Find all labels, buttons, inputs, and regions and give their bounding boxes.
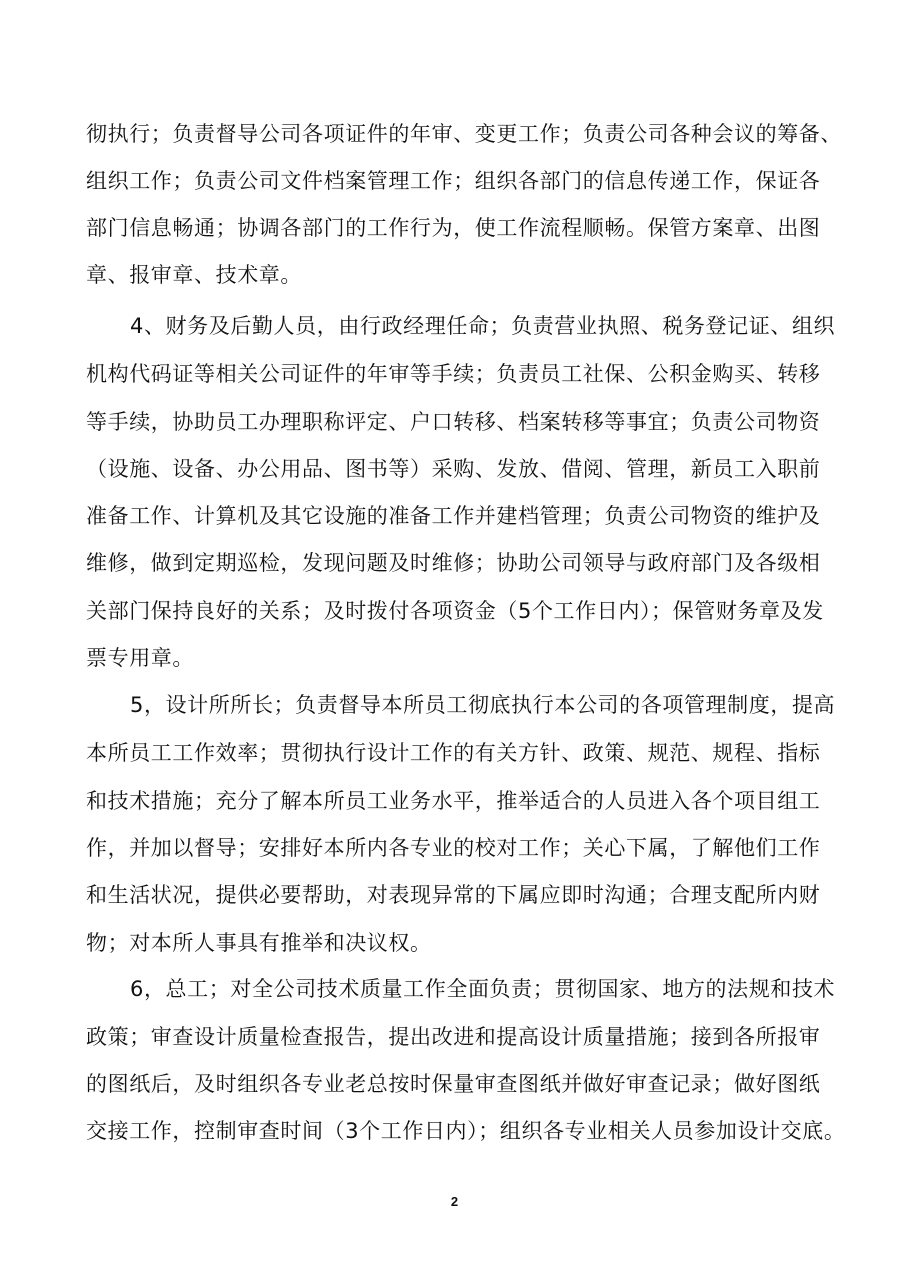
text-line: 准备工作、计算机及其它设施的准备工作并建档管理；负责公司物资的维护及 xyxy=(86,504,821,528)
paragraph-5-start: 5，设计所所长；负责督导本所员工彻底执行本公司的各项管理制度，提高 xyxy=(130,693,836,717)
text-line: 和技术措施；充分了解本所员工业务水平，推举适合的人员进入各个项目组工 xyxy=(86,789,821,813)
text-line: 政策；审查设计质量检查报告，提出改进和提高设计质量措施；接到各所报审 xyxy=(86,1025,821,1049)
text-line: 物；对本所人事具有推举和决议权。 xyxy=(86,931,432,955)
text-line: 作，并加以督导；安排好本所内各专业的校对工作；关心下属，了解他们工作 xyxy=(86,836,821,860)
text-line: 票专用章。 xyxy=(86,646,194,670)
paragraph-6-start: 6，总工；对全公司技术质量工作全面负责；贯彻国家、地方的法规和技术 xyxy=(130,977,836,1001)
page-number: 2 xyxy=(450,1194,459,1209)
text-line: （设施、设备、办公用品、图书等）采购、发放、借阅、管理，新员工入职前 xyxy=(86,457,821,481)
text-line: 维修，做到定期巡检，发现问题及时维修；协助公司领导与政府部门及各级相 xyxy=(86,551,821,575)
text-line: 机构代码证等相关公司证件的年审等手续；负责员工社保、公积金购买、转移 xyxy=(86,362,821,386)
text-line: 的图纸后，及时组织各专业老总按时保量审查图纸并做好审查记录；做好图纸 xyxy=(86,1072,821,1096)
text-line: 关部门保持良好的关系；及时拨付各项资金（5个工作日内）；保管财务章及发 xyxy=(86,599,824,623)
text-line: 彻执行；负责督导公司各项证件的年审、变更工作；负责公司各种会议的筹备、 xyxy=(86,122,842,146)
text-line: 本所员工工作效率；贯彻执行设计工作的有关方针、政策、规范、规程、指标 xyxy=(86,741,821,765)
text-line: 等手续，协助员工办理职称评定、户口转移、档案转移等事宜；负责公司物资 xyxy=(86,410,821,434)
text-line: 交接工作，控制审查时间（3个工作日内）；组织各专业相关人员参加设计交底。 xyxy=(86,1119,846,1143)
paragraph-4-start: 4、财务及后勤人员，由行政经理任命；负责营业执照、税务登记证、组织 xyxy=(130,314,836,338)
text-line: 章、报审章、技术章。 xyxy=(86,263,302,287)
text-line: 和生活状况，提供必要帮助，对表现异常的下属应即时沟通；合理支配所内财 xyxy=(86,883,821,907)
text-line: 组织工作；负责公司文件档案管理工作；组织各部门的信息传递工作，保证各 xyxy=(86,169,821,193)
text-line: 部门信息畅通；协调各部门的工作行为，使工作流程顺畅。保管方案章、出图 xyxy=(86,216,821,240)
